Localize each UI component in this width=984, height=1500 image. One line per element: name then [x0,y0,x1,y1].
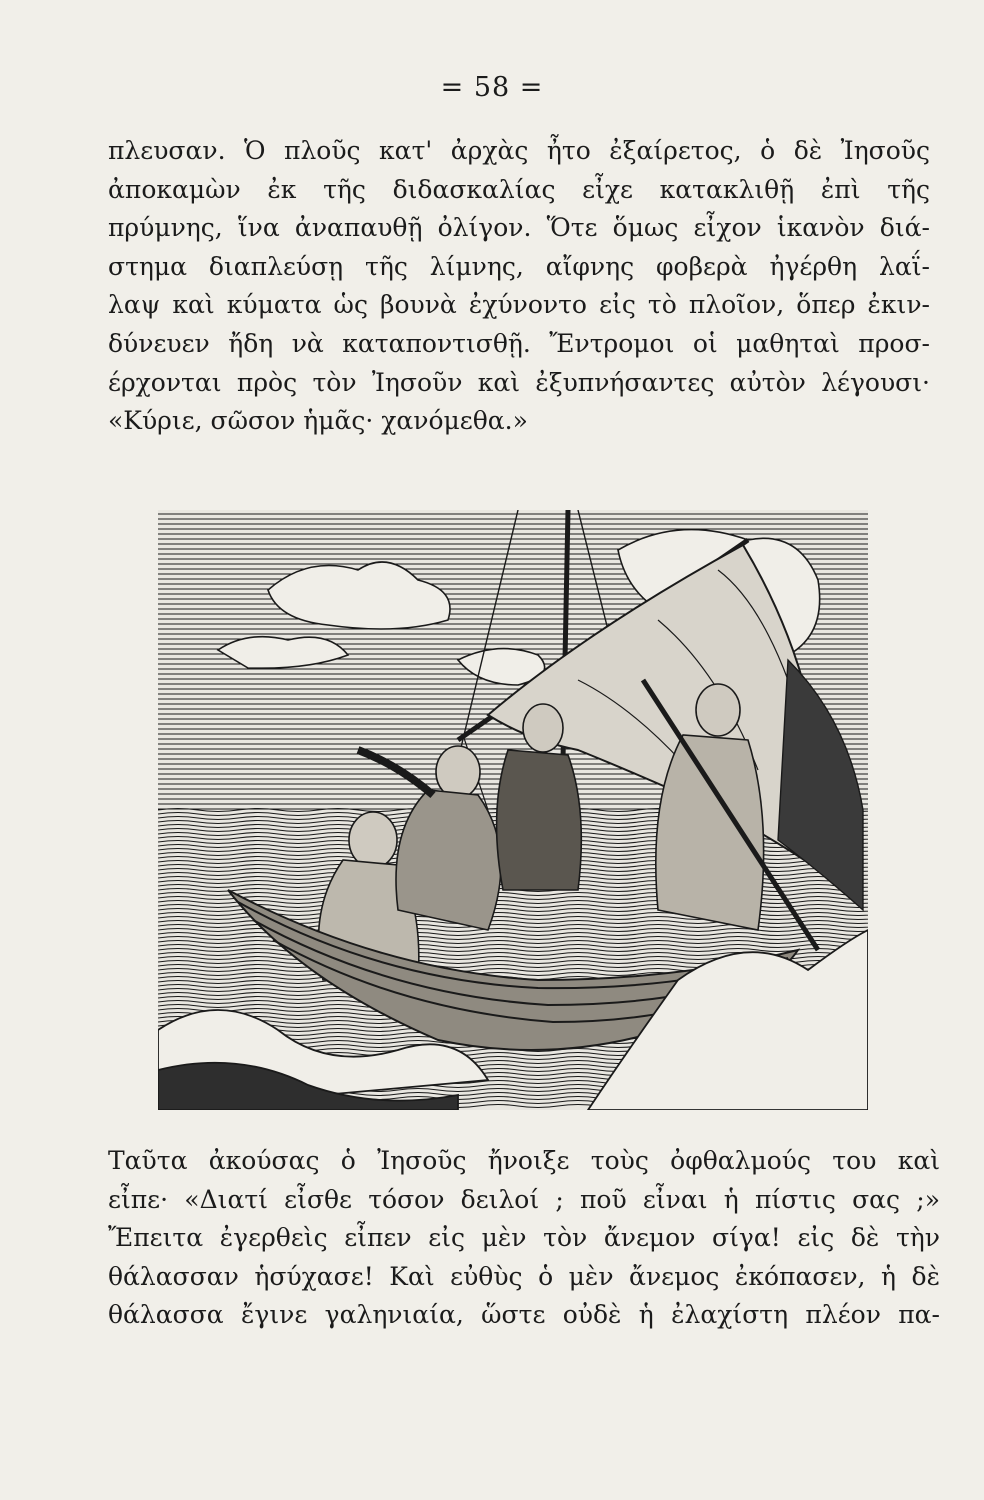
text-line: ἀποκαμὼν ἐκ τῆς διδασκαλίας εἶχε κατακλιθῇ ἐπὶ τῆς [108,174,930,204]
text-line: Ταῦτα ἀκούσας ὁ Ἰησοῦς ἤνοιξε τοὺς ὀφθαλμούς του καὶ [108,1146,940,1175]
wave-hatch-line [158,945,868,948]
wave-hatch-line [158,949,868,952]
text-line: λαψ καὶ κύματα ὡς βουνὰ ἐχύνοντο εἰς τὸ πλοῖον, ὅπερ ἐκιν- [108,290,930,320]
bottom-paragraph [108,1142,940,1335]
top-paragraph [108,132,930,441]
text-line: Ἔπειτα ἐγερθεὶς εἶπεν εἰς μὲν τὸν ἄνεμον σίγα! εἰς δὲ τὴν [108,1223,940,1253]
storm-boat-engraving [158,510,868,1110]
text-line: πλευσαν. Ὁ πλοῦς κατ' ἀρχὰς ἦτο ἐξαίρετος, ὁ δὲ Ἰησοῦς [108,136,930,165]
text-line: «Κύριε, σῶσον ἡμᾶς· χανόμεθα.» [108,406,528,436]
wave-hatch-line [158,941,868,944]
text-line: θάλασσαν ἡσύχασε! Καὶ εὐθὺς ὁ μὲν ἄνεμος ἐκόπασεν, ἡ δὲ [108,1261,940,1291]
engraving-illustration [158,510,868,1110]
wave-hatch-line [158,933,868,936]
text-line: θάλασσα ἔγινε γαληνιαία, ὥστε οὐδὲ ἡ ἐλαχίστη πλέον πα- [108,1300,940,1330]
wave-hatch-line [158,937,868,940]
text-line: δύνευεν ἤδη νὰ καταποντισθῇ. Ἔντρομοι οἱ μαθηταὶ προσ- [108,328,930,358]
text-line: εἶπε· «Διατί εἶσθε τόσον δειλοί ; ποῦ εἶναι ἡ πίστις σας ;» [108,1184,940,1214]
text-line: έρχονται πρὸς τὸν Ἰησοῦν καὶ ἐξυπνήσαντες αὐτὸν λέγουσι· [108,367,930,397]
text-line: στημα διαπλεύσῃ τῆς λίμνης, αἴφνης φοβερὰ ἠγέρθη λαΐ- [108,251,930,281]
page-number: = 58 = [440,72,544,103]
text-line: πρύμνης, ἵνα ἀναπαυθῇ ὀλίγον. Ὅτε ὅμως εἶχον ἱκανὸν διά- [108,213,930,243]
